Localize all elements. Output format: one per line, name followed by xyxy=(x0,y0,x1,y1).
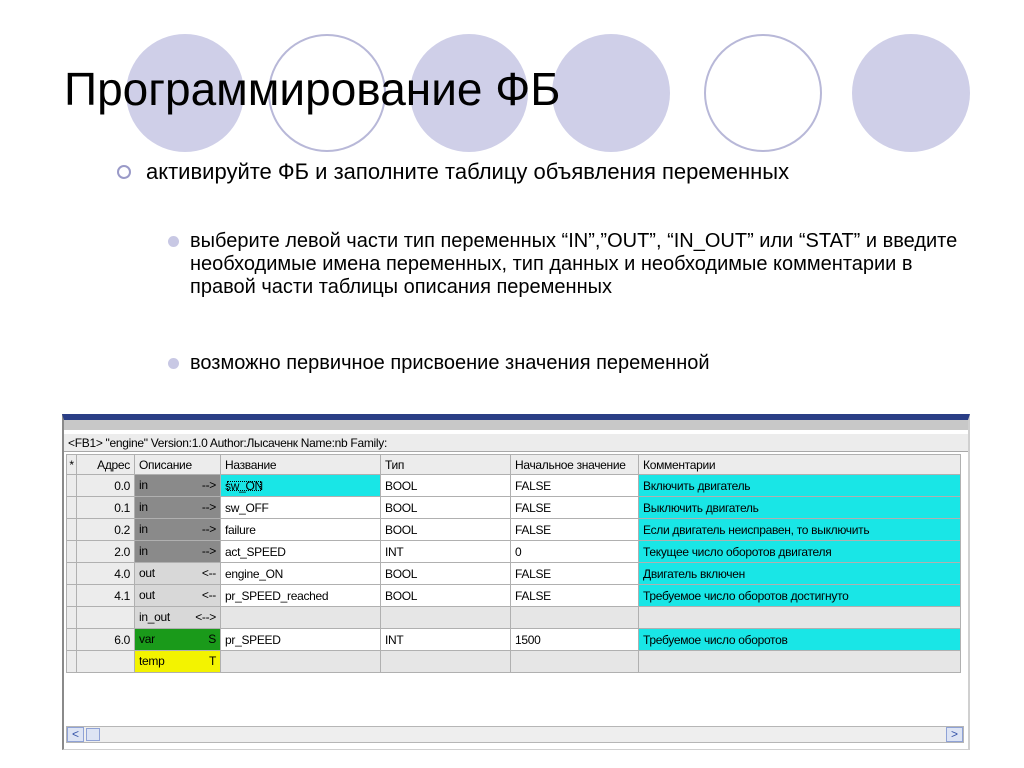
name-value: sw_ON xyxy=(225,478,263,493)
type-cell[interactable] xyxy=(381,607,511,629)
comment-cell[interactable]: Выключить двигатель xyxy=(639,497,961,519)
sub-bullet-text: выберите левой части тип переменных “IN”,”OUT”, “IN_OUT” или “STAT” и введите необходимые имена переменных, тип данных и необходимые комментарии в правой части таблицы описания переменных xyxy=(190,230,958,298)
table-row[interactable] xyxy=(67,541,961,563)
direction-marker: --> xyxy=(201,478,216,492)
initial-cell[interactable]: 0 xyxy=(511,541,639,563)
type-cell[interactable]: INT xyxy=(381,541,511,563)
block-header-line: <FB1> "engine" Version:1.0 Author:Лысаченк Name:nb Family: xyxy=(64,434,968,452)
name-cell[interactable]: engine_ON xyxy=(221,563,381,585)
initial-cell[interactable]: FALSE xyxy=(511,475,639,497)
direction-marker: <--> xyxy=(195,610,216,624)
kind-cell[interactable] xyxy=(135,651,221,673)
address-cell xyxy=(77,607,135,629)
type-cell[interactable]: BOOL xyxy=(381,497,511,519)
name-cell[interactable] xyxy=(221,475,381,497)
type-cell[interactable]: INT xyxy=(381,629,511,651)
dot-bullet-icon xyxy=(168,236,179,247)
scroll-right-icon[interactable]: > xyxy=(946,727,963,742)
kind-label: in xyxy=(139,522,148,536)
address-cell: 0.2 xyxy=(77,519,135,541)
name-cell[interactable]: sw_OFF xyxy=(221,497,381,519)
col-marker: * xyxy=(67,455,77,475)
sub-bullet xyxy=(168,230,958,299)
kind-cell[interactable] xyxy=(135,475,221,497)
name-cell[interactable]: pr_SPEED_reached xyxy=(221,585,381,607)
kind-label: in xyxy=(139,478,148,492)
kind-cell[interactable] xyxy=(135,607,221,629)
kind-cell[interactable] xyxy=(135,519,221,541)
kind-cell[interactable] xyxy=(135,497,221,519)
comment-cell[interactable] xyxy=(639,651,961,673)
kind-label: in xyxy=(139,544,148,558)
col-type[interactable]: Тип xyxy=(381,455,511,475)
table-row[interactable] xyxy=(67,497,961,519)
table-row[interactable] xyxy=(67,651,961,673)
kind-cell[interactable] xyxy=(135,629,221,651)
initial-cell[interactable] xyxy=(511,607,639,629)
sub-bullet-text: возможно первичное присвоение значения переменной xyxy=(190,352,710,374)
type-cell[interactable]: BOOL xyxy=(381,519,511,541)
table-row[interactable] xyxy=(67,563,961,585)
col-description[interactable]: Описание xyxy=(135,455,221,475)
kind-cell[interactable] xyxy=(135,563,221,585)
window-strip xyxy=(64,420,968,430)
direction-marker: --> xyxy=(201,500,216,514)
col-address[interactable]: Адрес xyxy=(77,455,135,475)
comment-cell[interactable]: Текущее число оборотов двигателя xyxy=(639,541,961,563)
name-cell[interactable] xyxy=(221,651,381,673)
name-cell[interactable] xyxy=(221,607,381,629)
sub-bullet xyxy=(168,352,958,375)
direction-marker: <-- xyxy=(201,566,216,580)
horizontal-scrollbar[interactable] xyxy=(66,726,964,743)
declaration-table xyxy=(66,454,961,673)
initial-cell[interactable]: FALSE xyxy=(511,563,639,585)
kind-label: in xyxy=(139,500,148,514)
table-header-row xyxy=(67,455,961,475)
address-cell xyxy=(77,651,135,673)
kind-label: out xyxy=(139,588,155,602)
row-selector[interactable] xyxy=(67,519,77,541)
type-cell[interactable] xyxy=(381,651,511,673)
row-selector[interactable] xyxy=(67,651,77,673)
direction-marker: --> xyxy=(201,544,216,558)
table-row[interactable] xyxy=(67,519,961,541)
name-cell[interactable]: pr_SPEED xyxy=(221,629,381,651)
table-row[interactable] xyxy=(67,607,961,629)
ring-bullet-icon xyxy=(117,165,131,179)
direction-marker: T xyxy=(208,654,216,668)
kind-cell[interactable] xyxy=(135,541,221,563)
slide-title: Программирование ФБ xyxy=(64,63,561,115)
table-row[interactable] xyxy=(67,629,961,651)
comment-cell[interactable]: Требуемое число оборотов xyxy=(639,629,961,651)
row-selector[interactable] xyxy=(67,607,77,629)
initial-cell[interactable]: FALSE xyxy=(511,585,639,607)
type-cell[interactable]: BOOL xyxy=(381,585,511,607)
decor-circle xyxy=(852,34,970,152)
row-selector[interactable] xyxy=(67,541,77,563)
address-cell: 2.0 xyxy=(77,541,135,563)
comment-cell[interactable]: Требуемое число оборотов достигнуто xyxy=(639,585,961,607)
row-selector[interactable] xyxy=(67,497,77,519)
type-cell[interactable]: BOOL xyxy=(381,563,511,585)
kind-label: out xyxy=(139,566,155,580)
direction-marker: --> xyxy=(201,522,216,536)
type-cell[interactable]: BOOL xyxy=(381,475,511,497)
row-selector[interactable] xyxy=(67,563,77,585)
address-cell: 4.1 xyxy=(77,585,135,607)
table-row[interactable] xyxy=(67,585,961,607)
row-selector[interactable] xyxy=(67,629,77,651)
address-cell: 0.0 xyxy=(77,475,135,497)
kind-label: temp xyxy=(139,654,165,668)
initial-cell[interactable]: FALSE xyxy=(511,497,639,519)
scroll-thumb[interactable] xyxy=(86,728,100,741)
initial-cell[interactable]: FALSE xyxy=(511,519,639,541)
name-cell[interactable]: failure xyxy=(221,519,381,541)
bullet-text: активируйте ФБ и заполните таблицу объявления переменных xyxy=(146,159,790,184)
address-cell: 0.1 xyxy=(77,497,135,519)
row-selector[interactable] xyxy=(67,585,77,607)
kind-label: in_out xyxy=(139,610,170,624)
col-initial[interactable]: Начальное значение xyxy=(511,455,639,475)
row-selector[interactable] xyxy=(67,475,77,497)
col-comment[interactable]: Комментарии xyxy=(639,455,961,475)
table-row[interactable] xyxy=(67,475,961,497)
comment-cell[interactable]: Если двигатель неисправен, то выключить xyxy=(639,519,961,541)
dot-bullet-icon xyxy=(168,358,179,369)
kind-label: var xyxy=(139,632,155,646)
scroll-left-icon[interactable]: < xyxy=(67,727,84,742)
address-cell: 6.0 xyxy=(77,629,135,651)
variable-declaration-editor xyxy=(62,414,970,750)
comment-cell[interactable]: Двигатель включен xyxy=(639,563,961,585)
direction-marker: <-- xyxy=(201,588,216,602)
initial-cell[interactable]: 1500 xyxy=(511,629,639,651)
comment-cell[interactable]: Включить двигатель xyxy=(639,475,961,497)
direction-marker: S xyxy=(208,632,216,646)
comment-cell[interactable] xyxy=(639,607,961,629)
name-cell[interactable]: act_SPEED xyxy=(221,541,381,563)
decor-circle xyxy=(704,34,822,152)
bullet-level1 xyxy=(118,158,838,186)
decor-circle xyxy=(552,34,670,152)
col-name[interactable]: Название xyxy=(221,455,381,475)
kind-cell[interactable] xyxy=(135,585,221,607)
initial-cell[interactable] xyxy=(511,651,639,673)
address-cell: 4.0 xyxy=(77,563,135,585)
